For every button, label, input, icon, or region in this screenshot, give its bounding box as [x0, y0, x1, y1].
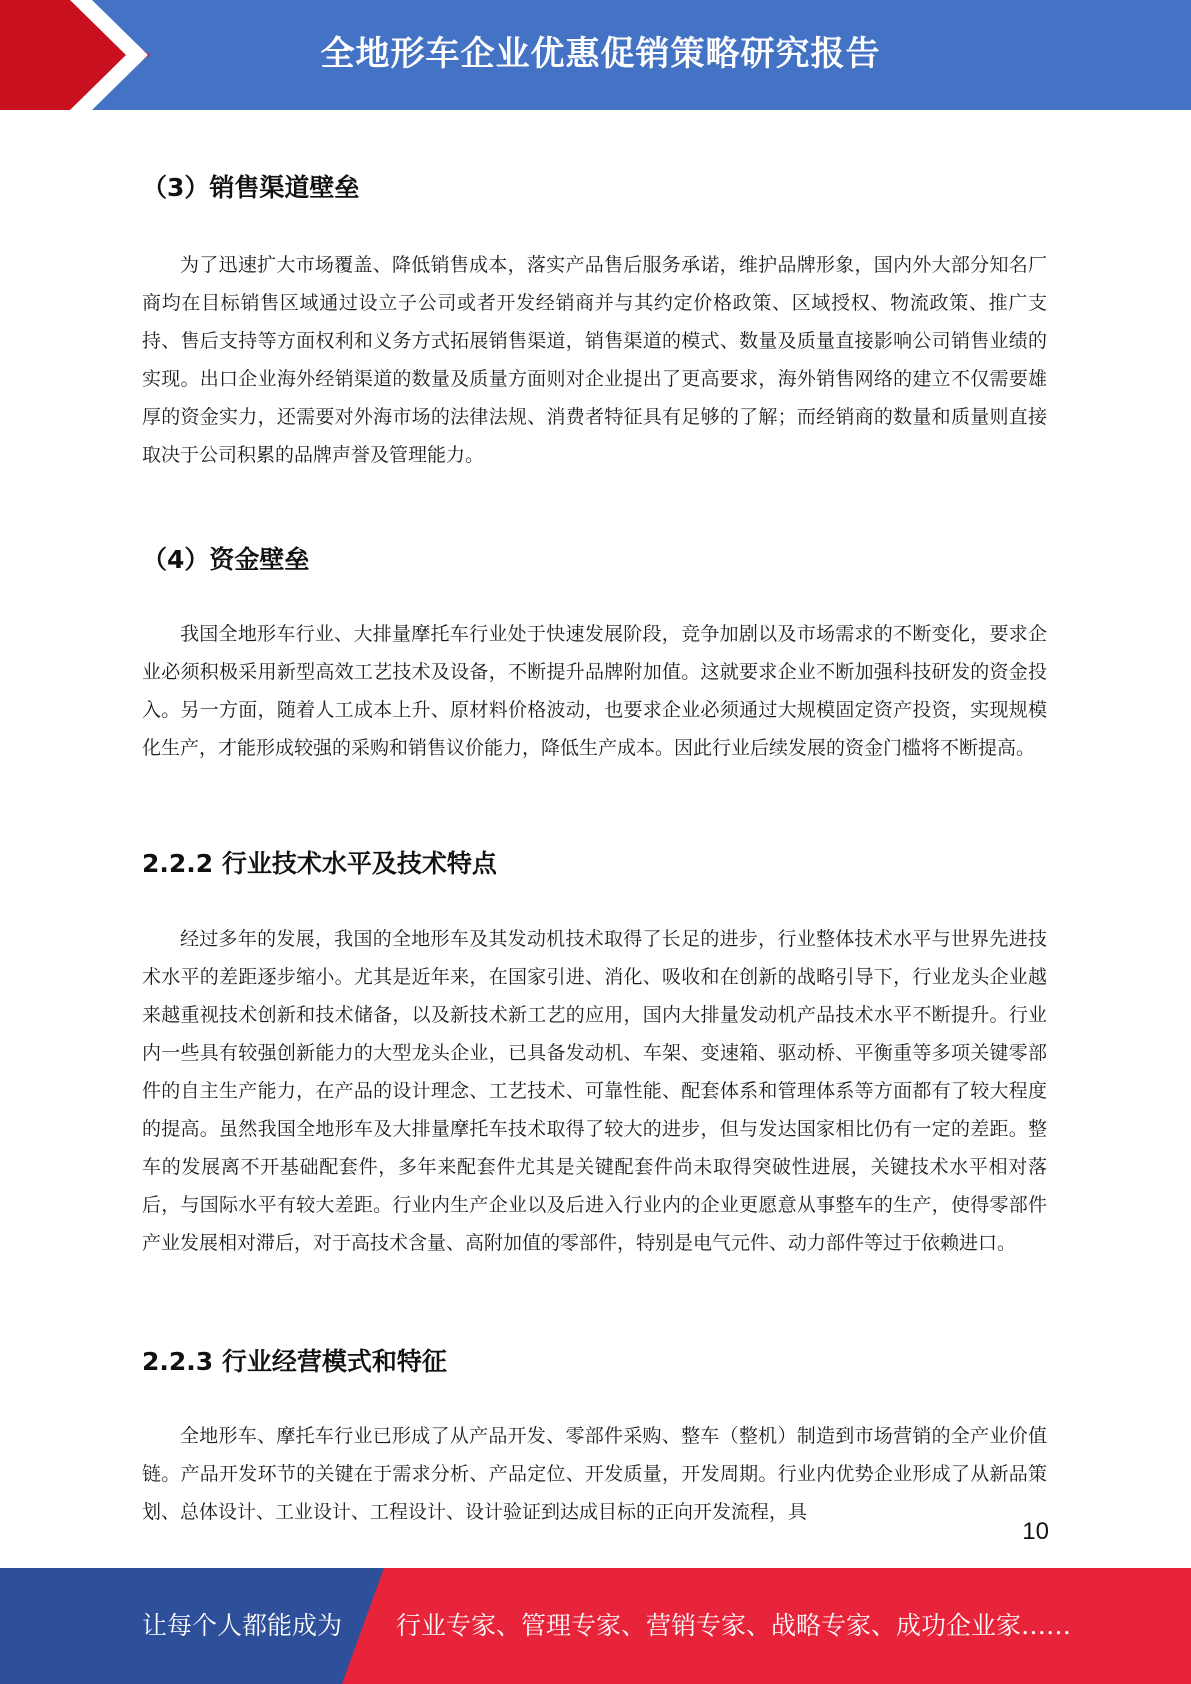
paragraph-sales-channel-barrier: 为了迅速扩大市场覆盖、降低销售成本，落实产品售后服务承诺，维护品牌形象，国内外大部分知名厂商均在目标销售区域通过设立子公司或者开发经销商并与其约定价格政策、区域授权、物流政策、推广支持、售后支持等方面权利和义务方式拓展销售渠道，销售渠道的模式、数量及质量直接影响公司销售业绩的实现。出口企业海外经销渠道的数量及质量方面则对企业提出了更高要求，海外销售网络的建立不仅需要雄厚的资金实力，还需要对外海市场的法律法规、消费者特征具有足够的了解；而经销商的数量和质量则直接取决于公司积累的品牌声誉及管理能力。 [142, 254, 1047, 466]
paragraph-technology-level: 经过多年的发展，我国的全地形车及其发动机技术取得了长足的进步，行业整体技术水平与世界先进技术水平的差距逐步缩小。尤其是近年来，在国家引进、消化、吸收和在创新的战略引导下，行业龙头企业越来越重视技术创新和技术储备，以及新技术新工艺的应用，国内大排量发动机产品技术水平不断提升。行业内一些具有较强创新能力的大型龙头企业，已具备发动机、车架、变速箱、驱动桥、平衡重等多项关键零部件的自主生产能力，在产品的设计理念、工艺技术、可靠性能、配套体系和管理体系等方面都有了较大程度的提高。虽然我国全地形车及大排量摩托车技术取得了较大的进步，但与发达国家相比仍有一定的差距。整车的发展离不开基础配套件，多年来配套件尤其是关键配套件尚未取得突破性进展，关键技术水平相对落后，与国际水平有较大差距。行业内生产企业以及后进入行业内的企业更愿意从事整车的生产，使得零部件产业发展相对滞后，对于高技术含量、高附加值的零部件，特别是电气元件、动力部件等过于依赖进口。 [142, 928, 1047, 1254]
heading-capital-barrier: （4）资金壁垒 [142, 545, 310, 574]
heading-technology-level: 2.2.2 行业技术水平及技术特点 [142, 849, 497, 878]
paragraph-capital-barrier: 我国全地形车行业、大排量摩托车行业处于快速发展阶段，竞争加剧以及市场需求的不断变化，要求企业必须积极采用新型高效工艺技术及设备，不断提升品牌附加值。这就要求企业不断加强科技研发的资金投入。另一方面，随着人工成本上升、原材料价格波动，也要求企业必须通过大规模固定资产投资，实现规模化生产，才能形成较强的采购和销售议价能力，降低生产成本。因此行业后续发展的资金门槛将不断提高。 [142, 623, 1047, 759]
footer-slogan-left: 让每个人都能成为 [142, 1611, 343, 1640]
paragraph-business-model: 全地形车、摩托车行业已形成了从产品开发、零部件采购、整车（整机）制造到市场营销的全产业价值链。产品开发环节的关键在于需求分析、产品定位、开发质量，开发周期。行业内优势企业形成了从新品策划、总体设计、工业设计、工程设计、设计验证到达成目标的正向开发流程，具 [142, 1425, 1047, 1523]
footer-banner [0, 1568, 1191, 1684]
footer-slogan-right: 行业专家、管理专家、营销专家、战略专家、成功企业家…… [396, 1611, 1072, 1640]
heading-sales-channel-barrier: （3）销售渠道壁垒 [142, 173, 360, 202]
document-title: 全地形车企业优惠促销策略研究报告 [320, 34, 881, 74]
page-number: 10 [1022, 1518, 1049, 1545]
header-banner [0, 0, 1191, 110]
heading-business-model: 2.2.3 行业经营模式和特征 [142, 1347, 447, 1376]
